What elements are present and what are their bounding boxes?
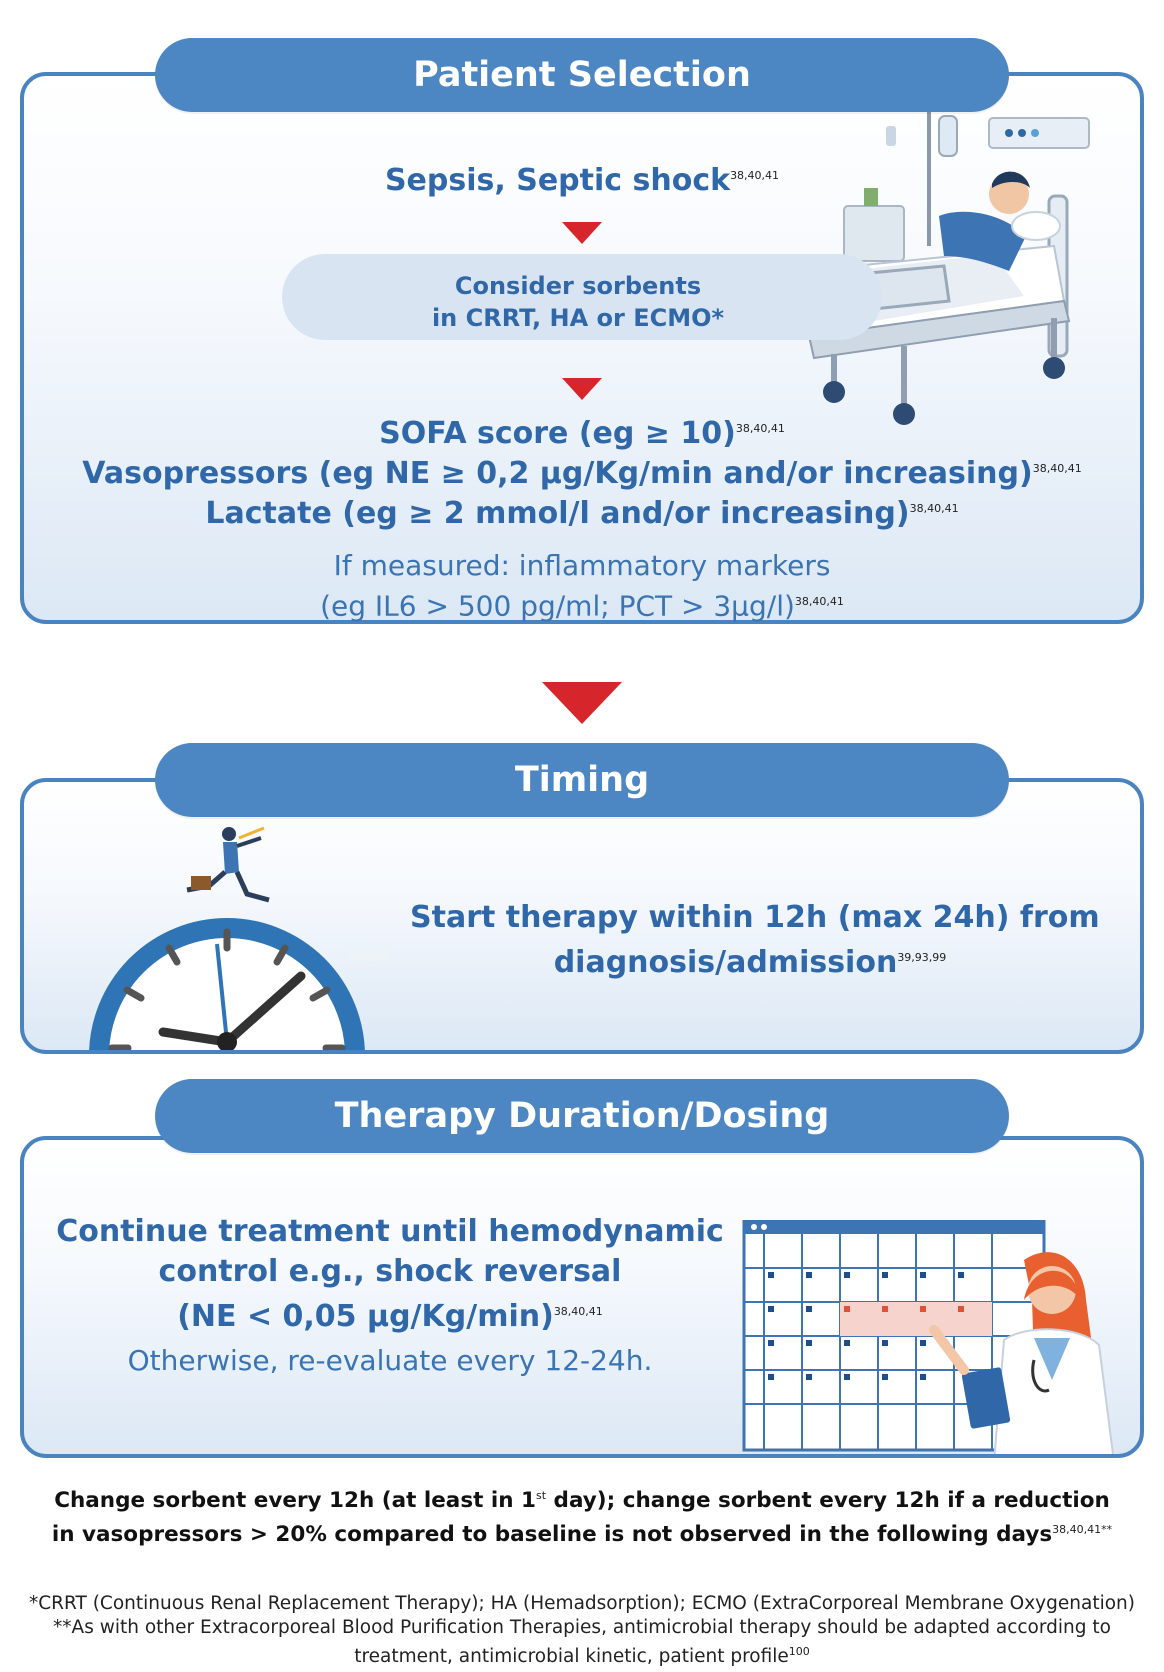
timing-title: Timing bbox=[514, 760, 650, 800]
sepsis-text: Sepsis, Septic shock$^{38,40,41}$ bbox=[384, 163, 780, 198]
down-arrow-big bbox=[542, 682, 622, 724]
down-arrow-1 bbox=[562, 222, 602, 244]
re-evaluate-text: Otherwise, re-evaluate every 12-24h. bbox=[127, 1344, 653, 1377]
footnote-1: *CRRT (Continuous Renal Replacement Therapy); HA (Hemadsorption); ECMO (ExtraCorporeal Membrane Oxygenation) bbox=[29, 1593, 1135, 1614]
timing-header bbox=[155, 743, 1009, 817]
down-arrow-2 bbox=[562, 378, 602, 400]
footnotes bbox=[0, 1592, 1164, 1669]
patient-selection-title: Patient Selection bbox=[413, 55, 751, 95]
markers-text: If measured: inflammatory markers (eg IL6 > 500 pg/ml; PCT > 3μg/l)$^{38,40,41}$ bbox=[320, 549, 844, 623]
duration-title: Therapy Duration/Dosing bbox=[334, 1096, 830, 1136]
duration-header bbox=[155, 1079, 1009, 1153]
timing-text: Start therapy within 12h (max 24h) from diagnosis/admission$^{39,93,99}$ bbox=[410, 900, 1100, 980]
sofa-text: SOFA score (eg ≥ 10)$^{38,40,41}$ bbox=[379, 416, 785, 451]
vasopressors-text: Vasopressors (eg NE ≥ 0,2 μg/Kg/min and/or increasing)$^{38,40,41}$ bbox=[82, 456, 1082, 491]
change-sorbent-note: Change sorbent every 12h (at least in 1st day); change sorbent every 12h if a reduction in vasopressors > 20% compared to baseline is not observed in the following days$^{38,40,41**}$ bbox=[51, 1488, 1113, 1548]
duration-text: Continue treatment until hemodynamic control e.g., shock reversal (NE < 0,05 μg/Kg/min)$^{38,40,41}$ bbox=[56, 1214, 724, 1334]
footnote-2: **As with other Extracorporeal Blood Purification Therapies, antimicrobial therapy should be adapted according to bbox=[53, 1617, 1111, 1638]
patient-selection-header bbox=[155, 38, 1009, 112]
calendar-doctor-icon bbox=[734, 1220, 1144, 1458]
patient-selection-panel bbox=[20, 72, 1144, 624]
sepsis-ref: 38,40,41 bbox=[730, 169, 780, 182]
consider-sorbents-text: Consider sorbents in CRRT, HA or ECMO* bbox=[431, 272, 725, 332]
footnote-3: treatment, antimicrobial kinetic, patient profile$^{100}$ bbox=[354, 1645, 810, 1668]
runner-on-clock-icon bbox=[79, 824, 419, 1054]
lactate-text: Lactate (eg ≥ 2 mmol/l and/or increasing)$^{38,40,41}$ bbox=[205, 496, 959, 531]
